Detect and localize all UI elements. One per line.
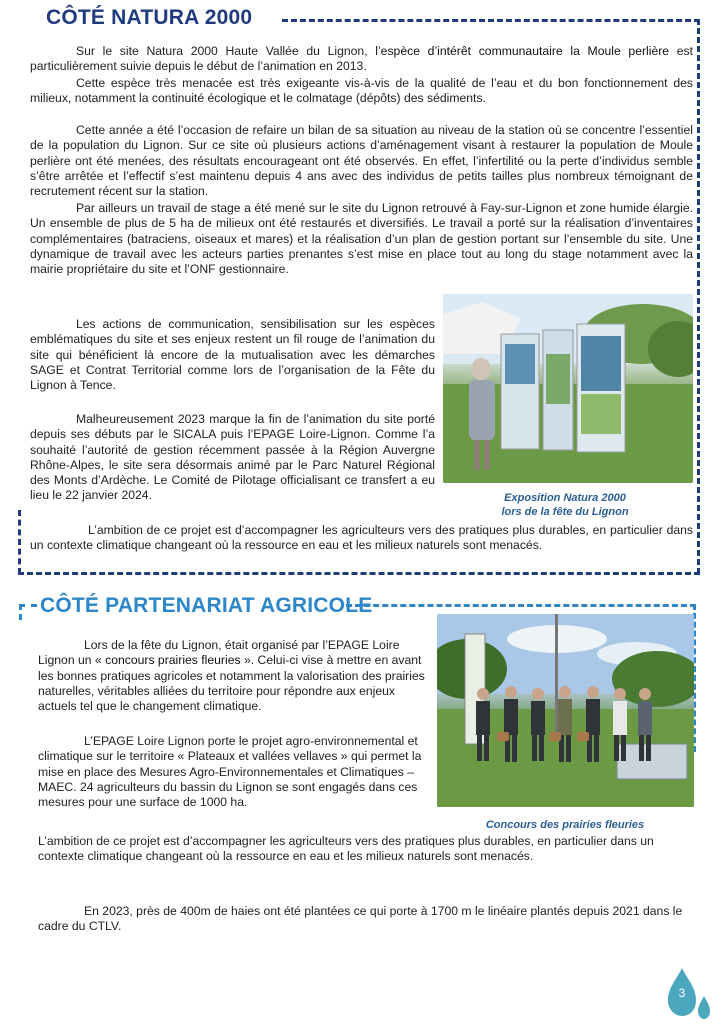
paragraph	[30, 412, 435, 504]
text-run: L’ambition de ce projet est d’accompagner les agriculteurs vers des pratiques plus durables, en particulier dans un contexte climatique changeant où la ressource en eau et les milieux naturels sont menacés.	[30, 523, 693, 553]
text-run: Cette espèce très menacée est très exigeante vis-à-vis de la qualité de l’eau et du bon fonctionnement des milieux, notamment la continuité écologique et le colmatage (dépôts) des sédiments.	[30, 76, 693, 106]
dashed-frame-top	[346, 604, 696, 607]
photo-caption-prairies: Concours des prairies fleuries	[485, 819, 645, 831]
photo-illustration	[443, 294, 693, 483]
paragraph	[30, 76, 693, 107]
photo-exposition-natura	[443, 294, 693, 483]
photo-illustration	[437, 614, 694, 807]
dashed-frame-left	[19, 604, 22, 620]
highlight-text: concours prairies fleuries	[105, 653, 241, 668]
paragraph	[30, 44, 693, 75]
text-run: Sur le site Natura 2000 Haute Vallée du Lignon,	[76, 44, 376, 58]
text-run: ». Celui-ci vise à mettre en avant les bonnes pratiques agricoles et notamment la valorisation des prairies naturelles, véritables alliées du territoire pour répondre aux enjeux actuels tel que le changement climatique.	[38, 653, 425, 714]
highlight-text: l’espèce d’intérêt communautaire la Moule perlière	[375, 44, 670, 58]
paragraph	[30, 201, 693, 277]
caption-line: Exposition Natura 2000	[504, 492, 626, 504]
section-title-natura: CÔTÉ NATURA 2000	[46, 6, 253, 29]
photo-caption-natura	[460, 491, 670, 519]
text-run: L’EPAGE Loire Lignon porte le projet agro-environnemental et climatique sur le territoire « Plateaux et vallées vellaves » qui permet la mise en place des Mesures Agro-Environnementales et Climatiques – MAEC. 24 agriculteurs du bassin du Lignon se sont engagés dans ces mesures pour une surface de 1000 ha.	[38, 734, 422, 810]
text-run: En 2023, près de 400m de haies ont été plantées ce qui porte à 1700 m le linéaire plantés depuis 2021 dans le cadre du CTLV.	[38, 904, 683, 934]
paragraph	[30, 317, 435, 393]
section-title-partenariat: CÔTÉ PARTENARIAT AGRICOLE	[40, 594, 373, 617]
paragraph	[38, 638, 428, 714]
text-run: Les actions de communication, sensibilisation sur les espèces emblématiques du site et ses enjeux restent un fil rouge de l’animation du site qui bénéficient là encore de la mutualisation avec les démarches SAGE et Contrat Territorial comme lors de l’organisation de la Fête du Lignon à Tence.	[30, 317, 435, 393]
text-run: Cette année a été l’occasion de refaire un bilan de sa situation au niveau de la station où se concentre l’essentiel de la population du Lignon. Sur ce site où plusieurs actions d’aménagement visant à restaurer la population de Moule perlière ont été menées, des résultats encourageant ont été observés. En effet, l’infertilité ou la perte d’individus semble s’être arrêtée et l’effectif s’est maintenu depuis 4 ans avec des individus de petits tailles plus nombreux témoignant de recrutement récent sur la station.	[30, 123, 693, 199]
text-run: Malheureusement 2023 marque la fin de l’animation du site porté depuis ses débuts par le SICALA puis l’EPAGE Loire-Lignon. Comme l’a souhaité l’autorité de gestion récemment passée à la Région Auvergne Rhône-Alpes, le site sera désormais animé par le Parc Naturel Régional des Monts d’Ardèche. Le Comité de Pilotage officialisant ce transfert a eu lieu le 22 janvier 2024.	[30, 412, 435, 503]
dashed-frame-left	[18, 510, 21, 574]
text-run: Par ailleurs un travail de stage a été mené sur le site du Lignon retrouvé à Fay-sur-Lignon et zone humide élargie. Un ensemble de plus de 5 ha de milieux ont été restaurés et diversifiés. Le travail a porté sur la réalisation d’inventaires complémentaires (batraciens, oiseaux et mares) et la réalisation d’un plan de gestion portant sur l’ensemble du site. Une dynamique de travail avec les acteurs parties prenantes s’est mise en place tout au long du stage notamment avec la mairie propriétaire du site et l’ONF gestionnaire.	[30, 201, 693, 277]
paragraph	[30, 523, 693, 554]
water-drop-icon	[666, 966, 714, 1024]
text-run: est particulièrement suivie depuis le début de l’animation en 2013.	[30, 44, 693, 74]
paragraph	[38, 834, 690, 865]
paragraph	[38, 734, 428, 810]
dashed-frame-right	[697, 19, 700, 574]
text-run: Lors de la fête du Lignon, était organisé par l’EPAGE Loire Lignon un «	[38, 638, 400, 668]
photo-concours-prairies	[437, 614, 694, 807]
paragraph	[30, 123, 693, 199]
text-run: L’ambition de ce projet est d’accompagner les agriculteurs vers des pratiques plus durables, en particulier dans un contexte climatique changeant où la ressource en eau et les milieux naturels sont menacés.	[38, 834, 654, 864]
dashed-frame-bottom	[18, 572, 700, 575]
paragraph	[38, 904, 690, 935]
page-number: 3	[678, 986, 686, 1000]
caption-line: lors de la fête du Lignon	[501, 506, 629, 518]
dashed-frame-top	[282, 19, 700, 22]
